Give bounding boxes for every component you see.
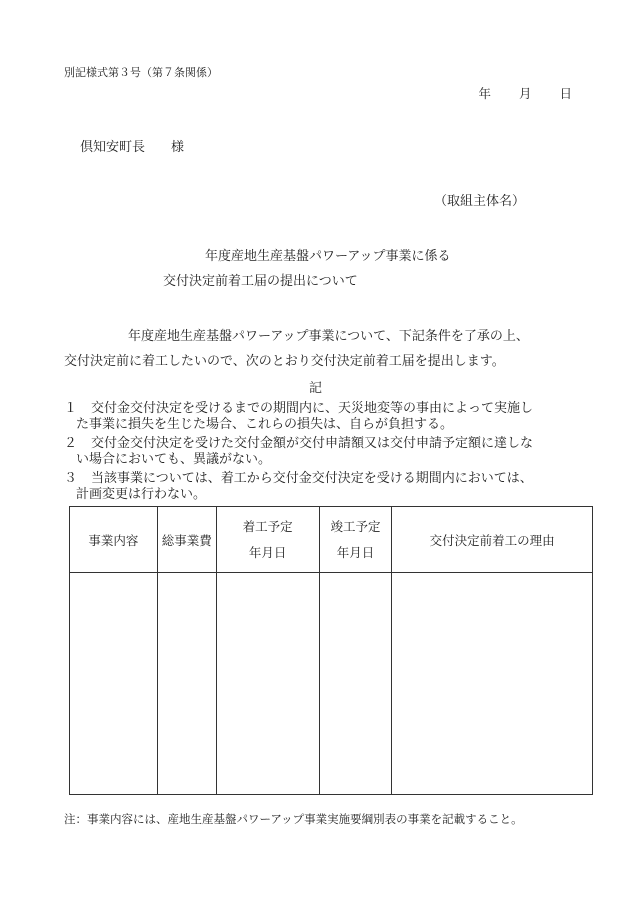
ki-heading: 記 [309, 381, 323, 396]
condition-number: １ [64, 401, 78, 416]
condition-text: 交付金交付決定を受けるまでの期間内に、天災地変等の事由によって実施し [91, 401, 534, 416]
condition-text: 交付金交付決定を受けた交付金額が交付申請額又は交付申請予定額に達しな [91, 436, 534, 451]
date-year: 年 [478, 86, 491, 101]
header-end-plan [319, 507, 392, 573]
condition-text-cont: 計画変更は行わない。 [76, 487, 207, 502]
condition-text-cont: い場合においても、異議がない。 [76, 452, 272, 467]
condition-text: 当該事業については、着工から交付金交付決定を受ける期間内においては、 [91, 471, 533, 486]
body-line-1: 年度産地生産基盤パワーアップ事業について、下記条件を了承の上、 [128, 329, 529, 344]
project-table [69, 506, 593, 795]
form-number: 別記様式第３号（第７条関係） [64, 66, 218, 79]
header-end-plan-label: 竣工予定 [330, 518, 381, 534]
cell-start-date[interactable] [216, 573, 319, 795]
header-content: 事業内容 [70, 507, 158, 573]
title-line-1: 年度産地生産基盤パワーアップ事業に係る [205, 249, 451, 264]
cell-end-date[interactable] [319, 573, 392, 795]
cell-reason[interactable] [392, 573, 593, 795]
date-line [478, 84, 572, 102]
condition-text-cont: た事業に損失を生じた場合、これらの損失は、自らが負担する。 [76, 417, 454, 432]
addressee-honorific: 様 [171, 140, 185, 155]
header-end-date-label: 年月日 [336, 544, 375, 560]
table-row [70, 573, 593, 795]
addressee [80, 136, 184, 155]
header-start-plan-label: 着工予定 [242, 518, 293, 534]
header-start-plan [216, 507, 319, 573]
table-header-row [70, 507, 593, 573]
body-line-2: 交付決定前に着工したいので、次のとおり交付決定前着工届を提出します。 [64, 354, 505, 369]
date-day: 日 [559, 86, 572, 101]
condition-number: ３ [64, 471, 78, 486]
cell-total-cost[interactable] [157, 573, 216, 795]
header-total-cost: 総事業費 [157, 507, 216, 573]
cell-content[interactable] [70, 573, 158, 795]
addressee-name: 倶知安町長 [80, 140, 146, 155]
title-line-2: 交付決定前着工届の提出について [163, 274, 358, 289]
sender-name: （取組主体名） [433, 194, 525, 209]
date-month: 月 [518, 86, 532, 101]
footnote: 注：事業内容には、産地生産基盤パワーアップ事業実施要綱別表の事業を記載すること。 [64, 812, 523, 826]
condition-number: ２ [64, 436, 78, 451]
header-start-date-label: 年月日 [248, 544, 287, 560]
header-reason: 交付決定前着工の理由 [392, 507, 593, 573]
